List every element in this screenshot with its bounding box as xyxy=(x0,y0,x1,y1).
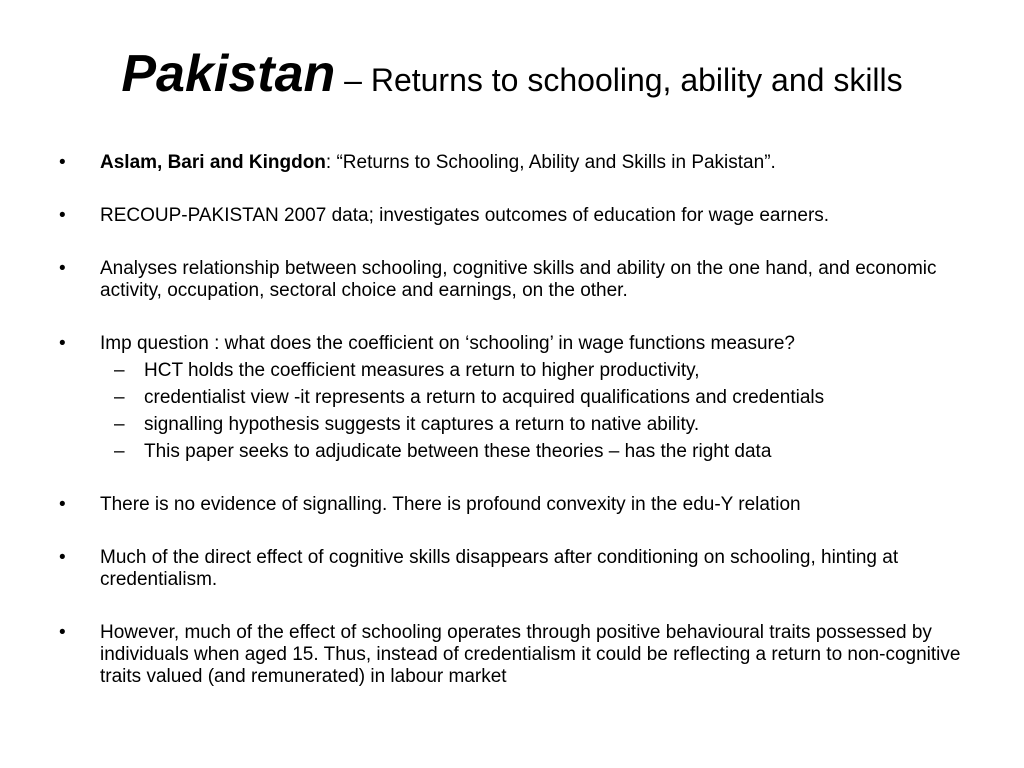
bullet-icon: • xyxy=(59,333,66,354)
bullet-icon: • xyxy=(59,494,66,515)
bullet-item xyxy=(56,205,976,227)
bullet-icon: • xyxy=(59,205,66,226)
sub-bullet-text: HCT holds the coefficient measures a return to higher productivity, xyxy=(144,360,700,381)
slide-title-main: Pakistan xyxy=(121,45,336,103)
bullet-icon: • xyxy=(59,547,66,568)
bullet-item xyxy=(56,152,976,174)
bullet-item xyxy=(56,494,976,516)
sub-bullet-text: signalling hypothesis suggests it captures a return to native ability. xyxy=(144,414,700,435)
bullet-text xyxy=(100,152,776,173)
sub-bullet-item xyxy=(100,360,976,382)
dash-icon: – xyxy=(114,360,125,381)
sub-bullet-item xyxy=(100,441,976,463)
dash-icon: – xyxy=(114,414,125,435)
bullet-item xyxy=(56,258,976,302)
bullet-list xyxy=(56,152,976,688)
bullet-icon: • xyxy=(59,152,66,173)
sub-bullet-text: This paper seeks to adjudicate between these theories – has the right data xyxy=(144,441,772,462)
bullet-text: Much of the direct effect of cognitive skills disappears after conditioning on schooling, hinting at credentialism. xyxy=(100,547,899,590)
bullet-text: Analyses relationship between schooling, cognitive skills and ability on the one hand, and economic activity, occupation, sectoral choice and earnings, on the other. xyxy=(100,258,937,301)
sub-bullet-item xyxy=(100,387,976,409)
sub-bullet-list xyxy=(100,360,976,463)
bullet-icon: • xyxy=(59,622,66,643)
bullet-citation: : “Returns to Schooling, Ability and Skills in Pakistan”. xyxy=(325,152,776,173)
bullet-item xyxy=(56,547,976,591)
dash-icon: – xyxy=(114,441,125,462)
sub-bullet-item xyxy=(100,414,976,436)
slide-title-subtitle: – Returns to schooling, ability and skills xyxy=(335,62,903,98)
bullet-text: There is no evidence of signalling. There is profound convexity in the edu-Y relation xyxy=(100,494,801,515)
bullet-item xyxy=(56,622,976,688)
dash-icon: – xyxy=(114,387,125,408)
slide-title xyxy=(0,45,1024,103)
bullet-text: Imp question : what does the coefficient on ‘schooling’ in wage functions measure? xyxy=(100,333,795,354)
bullet-text: RECOUP-PAKISTAN 2007 data; investigates outcomes of education for wage earners. xyxy=(100,205,830,226)
sub-bullet-text: credentialist view -it represents a return to acquired qualifications and credentials xyxy=(144,387,825,408)
bullet-authors: Aslam, Bari and Kingdon xyxy=(100,152,326,173)
bullet-text: However, much of the effect of schooling operates through positive behavioural traits possessed by individuals when aged 15. Thus, instead of credentialism it could be reflecting a return to non-cognitive traits valued (and remunerated) in labour market xyxy=(100,622,961,687)
bullet-item xyxy=(56,333,976,463)
bullet-icon: • xyxy=(59,258,66,279)
